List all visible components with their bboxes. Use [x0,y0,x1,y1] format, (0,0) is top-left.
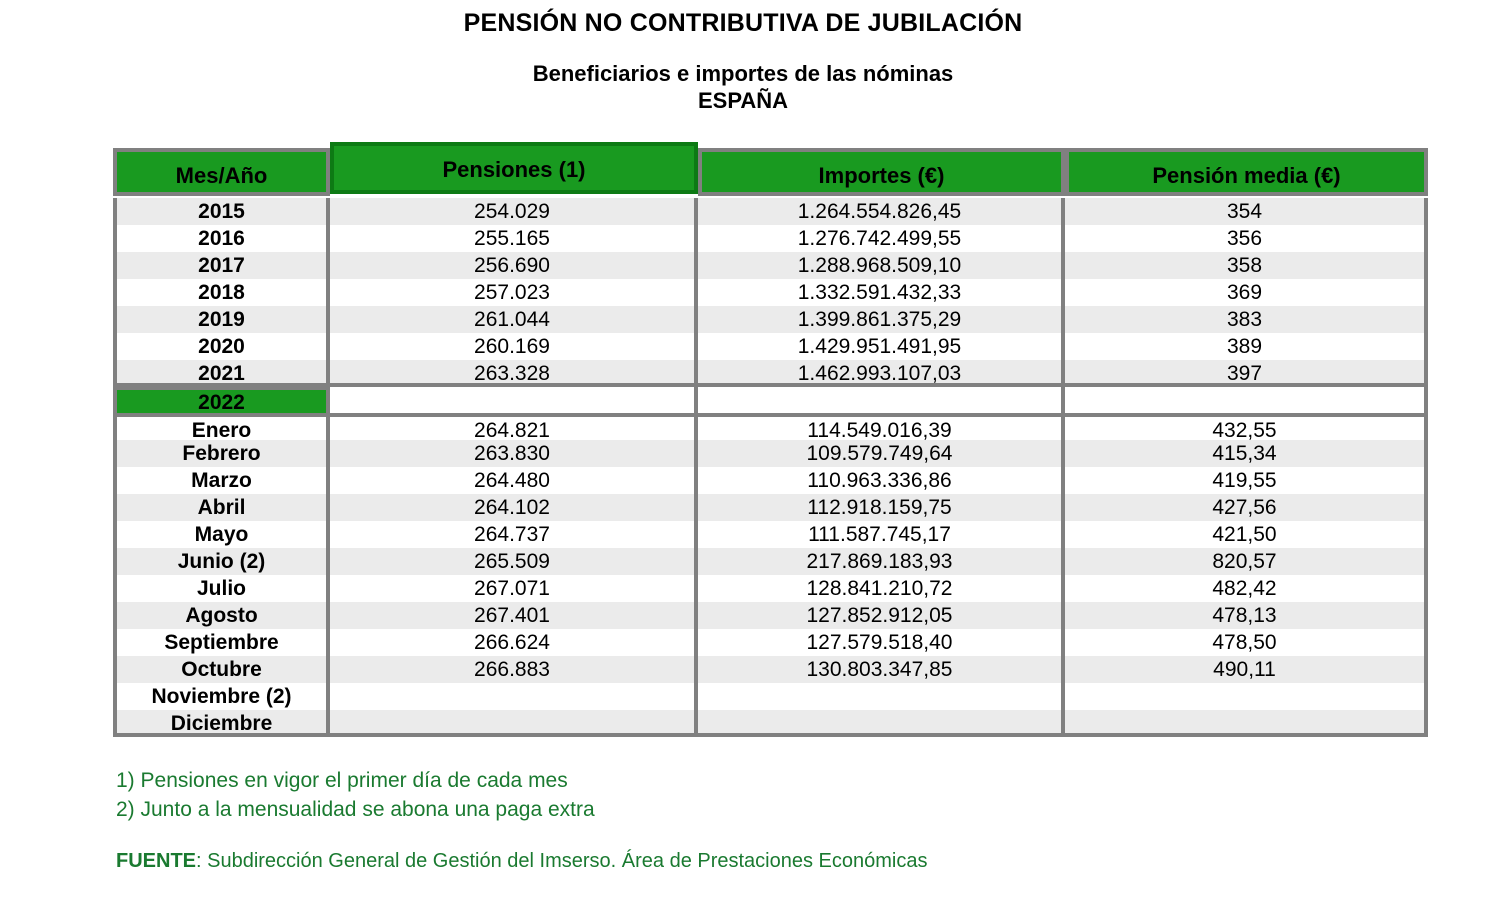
table-row-year-break-2022 [113,387,1428,413]
table-row-month-4 [113,494,1428,521]
cell-pensiones: 263.830 [330,440,698,467]
cell-pensiones: 266.624 [330,629,698,656]
cell-mes: 2020 [113,333,330,360]
cell-pensiones: 267.071 [330,575,698,602]
cell-media: 397 [1065,360,1428,387]
table-row-month-9 [113,629,1428,656]
cell-pensiones: 263.328 [330,360,698,387]
footnote-1: 1) Pensiones en vigor el primer día de cada mes [116,769,568,792]
table-row-month-7 [113,575,1428,602]
cell-mes: Octubre [113,656,330,683]
table-row-month-12 [113,710,1428,737]
page-title: PENSIÓN NO CONTRIBUTIVA DE JUBILACIÓN [463,9,1023,37]
cell-importes [698,387,1065,413]
table-row-month-1 [113,413,1428,440]
cell-importes [698,683,1065,710]
cell-pensiones: 264.737 [330,521,698,548]
cell-importes: 1.399.861.375,29 [698,306,1065,333]
cell-media: 354 [1065,198,1428,225]
table-head [113,146,1428,198]
cell-importes: 130.803.347,85 [698,656,1065,683]
table-row-year-2020 [113,333,1428,360]
column-header-pensiones[interactable]: Pensiones (1) [330,142,698,194]
pension-table [113,146,1428,737]
cell-media: 358 [1065,252,1428,279]
cell-media [1065,387,1428,413]
cell-media: 421,50 [1065,521,1428,548]
cell-media: 478,13 [1065,602,1428,629]
footnotes [116,766,595,824]
table-row-month-2 [113,440,1428,467]
table-row-month-6 [113,548,1428,575]
cell-pensiones: 267.401 [330,602,698,629]
cell-media: 478,50 [1065,629,1428,656]
column-header-pension-media[interactable]: Pensión media (€) [1065,148,1428,196]
cell-mes: Febrero [113,440,330,467]
cell-importes [698,710,1065,737]
table-header-row [113,146,1428,198]
cell-mes: 2016 [113,225,330,252]
cell-mes: Enero [113,413,330,440]
cell-media: 482,42 [1065,575,1428,602]
cell-media [1065,710,1428,737]
table-row-month-3 [113,467,1428,494]
page-subtitle-country: ESPAÑA [697,88,789,113]
table-row-year-2021 [113,360,1428,387]
table-body [113,198,1428,737]
cell-pensiones: 254.029 [330,198,698,225]
cell-importes: 127.852.912,05 [698,602,1065,629]
table-row-year-2018 [113,279,1428,306]
cell-mes: Junio (2) [113,548,330,575]
column-header-mes-ano[interactable]: Mes/Año [113,148,330,196]
cell-media: 383 [1065,306,1428,333]
cell-pensiones: 264.821 [330,413,698,440]
table-row-month-10 [113,656,1428,683]
cell-pensiones: 264.480 [330,467,698,494]
cell-importes: 1.332.591.432,33 [698,279,1065,306]
cell-pensiones: 261.044 [330,306,698,333]
cell-importes: 111.587.745,17 [698,521,1065,548]
cell-importes: 1.264.554.826,45 [698,198,1065,225]
title-block [0,0,1486,114]
cell-media: 820,57 [1065,548,1428,575]
cell-importes: 1.288.968.509,10 [698,252,1065,279]
footnote-2: 2) Junto a la mensualidad se abona una paga extra [116,798,595,821]
cell-importes: 109.579.749,64 [698,440,1065,467]
cell-mes: Marzo [113,467,330,494]
cell-mes: Mayo [113,521,330,548]
cell-mes: 2019 [113,306,330,333]
source-label: FUENTE [116,850,196,872]
column-header-importes[interactable]: Importes (€) [698,148,1065,196]
cell-mes: Noviembre (2) [113,683,330,710]
cell-mes: 2017 [113,252,330,279]
source-line [116,850,927,873]
cell-media: 356 [1065,225,1428,252]
cell-importes: 114.549.016,39 [698,413,1065,440]
cell-media [1065,683,1428,710]
cell-mes: 2021 [113,360,330,387]
cell-pensiones: 260.169 [330,333,698,360]
cell-media: 427,56 [1065,494,1428,521]
pension-table-container [113,146,1428,737]
cell-media: 415,34 [1065,440,1428,467]
cell-importes: 1.276.742.499,55 [698,225,1065,252]
table-row-year-2019 [113,306,1428,333]
cell-pensiones: 265.509 [330,548,698,575]
cell-media: 432,55 [1065,413,1428,440]
cell-importes: 1.462.993.107,03 [698,360,1065,387]
cell-mes: Diciembre [113,710,330,737]
source-text: : Subdirección General de Gestión del Imserso. Área de Prestaciones Económicas [196,850,928,872]
cell-pensiones [330,683,698,710]
cell-pensiones [330,710,698,737]
cell-importes: 112.918.159,75 [698,494,1065,521]
cell-pensiones: 264.102 [330,494,698,521]
cell-pensiones [330,387,698,413]
cell-mes: Abril [113,494,330,521]
cell-mes: 2022 [113,387,330,413]
cell-importes: 1.429.951.491,95 [698,333,1065,360]
page-subtitle: Beneficiarios e importes de las nóminas [532,61,954,86]
cell-mes: Agosto [113,602,330,629]
cell-importes: 127.579.518,40 [698,629,1065,656]
cell-importes: 128.841.210,72 [698,575,1065,602]
cell-mes: 2015 [113,198,330,225]
cell-importes: 217.869.183,93 [698,548,1065,575]
cell-pensiones: 256.690 [330,252,698,279]
cell-mes: Septiembre [113,629,330,656]
cell-pensiones: 257.023 [330,279,698,306]
cell-pensiones: 255.165 [330,225,698,252]
cell-media: 369 [1065,279,1428,306]
cell-media: 490,11 [1065,656,1428,683]
table-row-year-2015 [113,198,1428,225]
table-row-year-2017 [113,252,1428,279]
table-row-month-5 [113,521,1428,548]
cell-mes: Julio [113,575,330,602]
cell-media: 389 [1065,333,1428,360]
cell-mes: 2018 [113,279,330,306]
cell-importes: 110.963.336,86 [698,467,1065,494]
cell-media: 419,55 [1065,467,1428,494]
cell-pensiones: 266.883 [330,656,698,683]
table-row-month-8 [113,602,1428,629]
table-row-month-11 [113,683,1428,710]
table-row-year-2016 [113,225,1428,252]
